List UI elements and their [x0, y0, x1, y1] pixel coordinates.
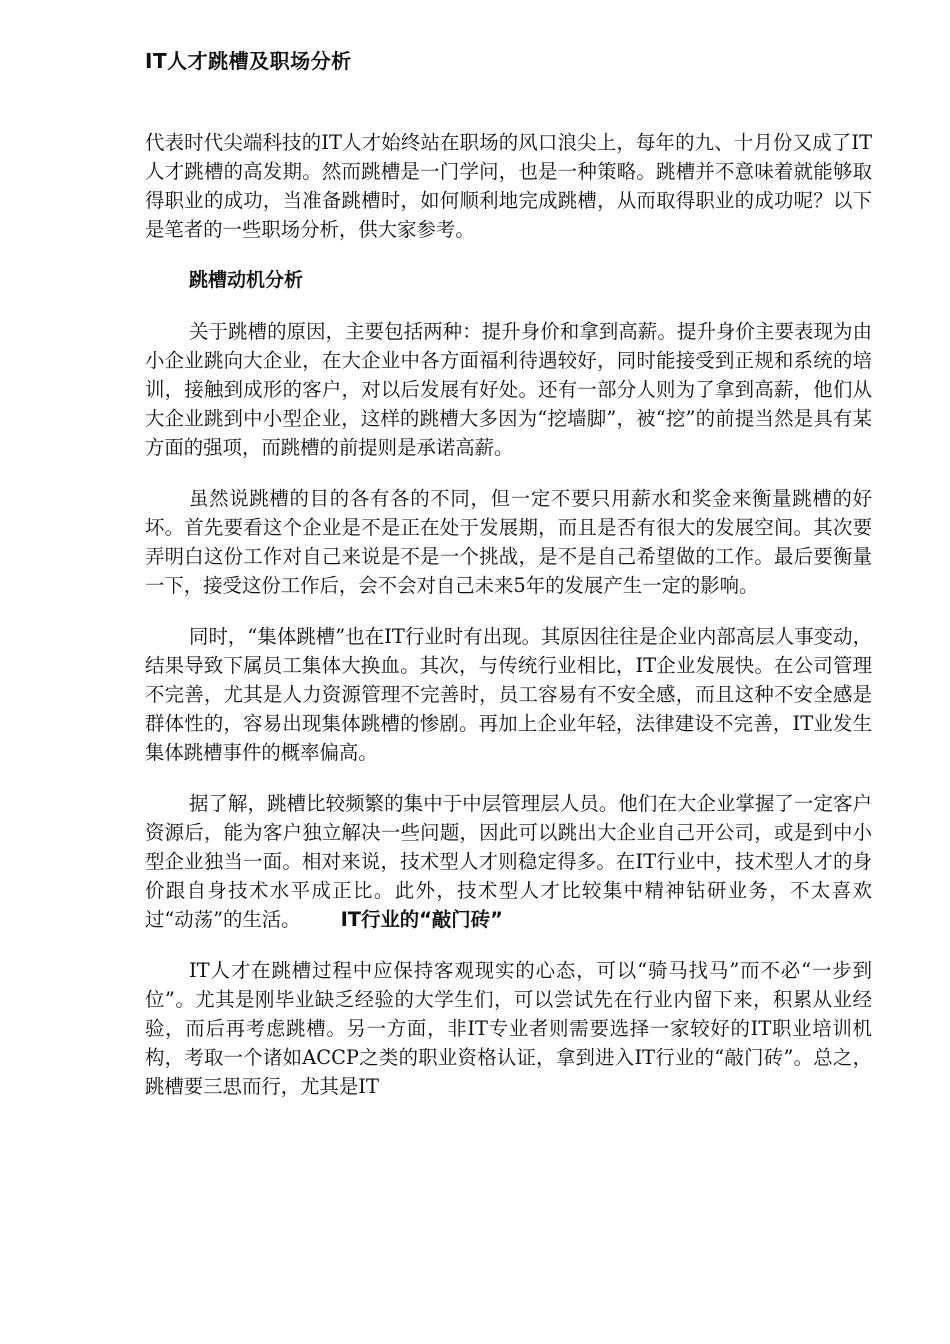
document-page — [145, 46, 872, 1123]
body-paragraph-advice: IT人才在跳槽过程中应保持客观现实的心态，可以“骑马找马”而不必“一步到位”。尤其是刚毕业缺乏经验的大学生们，可以尝试先在行业内留下来，积累从业经验，而后再考虑跳槽。另一方面，非IT专业者则需要选择一家较好的IT职业培训机构，考取一个诸如ACCP之类的职业资格认证，拿到进入IT行业的“敲门砖”。总之，跳槽要三思而行，尤其是IT — [145, 959, 872, 1098]
body-paragraph-reasons: 关于跳槽的原因，主要包括两种：提升身价和拿到高薪。提升身价主要表现为由小企业跳向大企业，在大企业中各方面福利待遇较好，同时能接受到正规和系统的培训，接触到成形的客户，对以后发展有好处。还有一部分人则为了拿到高薪，他们从大企业跳到中小型企业，这样的跳槽大多因为“挖墙脚”，被“挖”的前提当然是具有某方面的强项，而跳槽的前提则是承诺高薪。 — [145, 320, 872, 459]
paragraph-text: 据了解，跳槽比较频繁的集中于中层管理层人员。他们在大企业掌握了一定客户资源后，能为客户独立解决一些问题，因此可以跳出大企业自己开公司，或是到中小型企业独当一面。相对来说，技术型人才则稳定得多。在IT行业中，技术型人才的身价跟自身技术水平成正比。此外，技术型人才比较集中精神钻研业务，不太喜欢过“动荡”的生活。 — [145, 792, 872, 931]
section-heading-motivation: 跳槽动机分析 — [189, 269, 304, 291]
body-paragraph-collective: 同时，“集体跳槽”也在IT行业时有出现。其原因往往是企业内部高层人事变动，结果导致下属员工集体大换血。其次，与传统行业相比，IT企业发展快。在公司管理不完善，尤其是人力资源管理不完善时，员工容易有不安全感，而且这种不安全感是群体性的，容易出现集体跳槽的惨剧。再加上企业年轻，法律建设不完善，IT业发生集体跳槽事件的概率偏高。 — [145, 625, 872, 764]
intro-paragraph: 代表时代尖端科技的IT人才始终站在职场的风口浪尖上，每年的九、十月份又成了IT人才跳槽的高发期。然而跳槽是一门学问，也是一种策略。跳槽并不意味着就能够取得职业的成功，当准备跳槽时，如何顺利地完成跳槽，从而取得职业的成功呢？以下是笔者的一些职场分析，供大家参考。 — [145, 131, 872, 241]
body-paragraph-middle-management — [145, 789, 872, 934]
document-title: IT人才跳槽及职场分析 — [145, 49, 352, 73]
section-heading-door-brick: IT行业的“敲门砖” — [340, 908, 503, 931]
body-paragraph-evaluation: 虽然说跳槽的目的各有各的不同，但一定不要只用薪水和奖金来衡量跳槽的好坏。首先要看这个企业是不是正在处于发展期，而且是否有很大的发展空间。其次要弄明白这份工作对自己来说是不是一个挑战，是不是自己希望做的工作。最后要衡量一下，接受这份工作后，会不会对自己未来5年的发展产生一定的影响。 — [145, 487, 872, 597]
